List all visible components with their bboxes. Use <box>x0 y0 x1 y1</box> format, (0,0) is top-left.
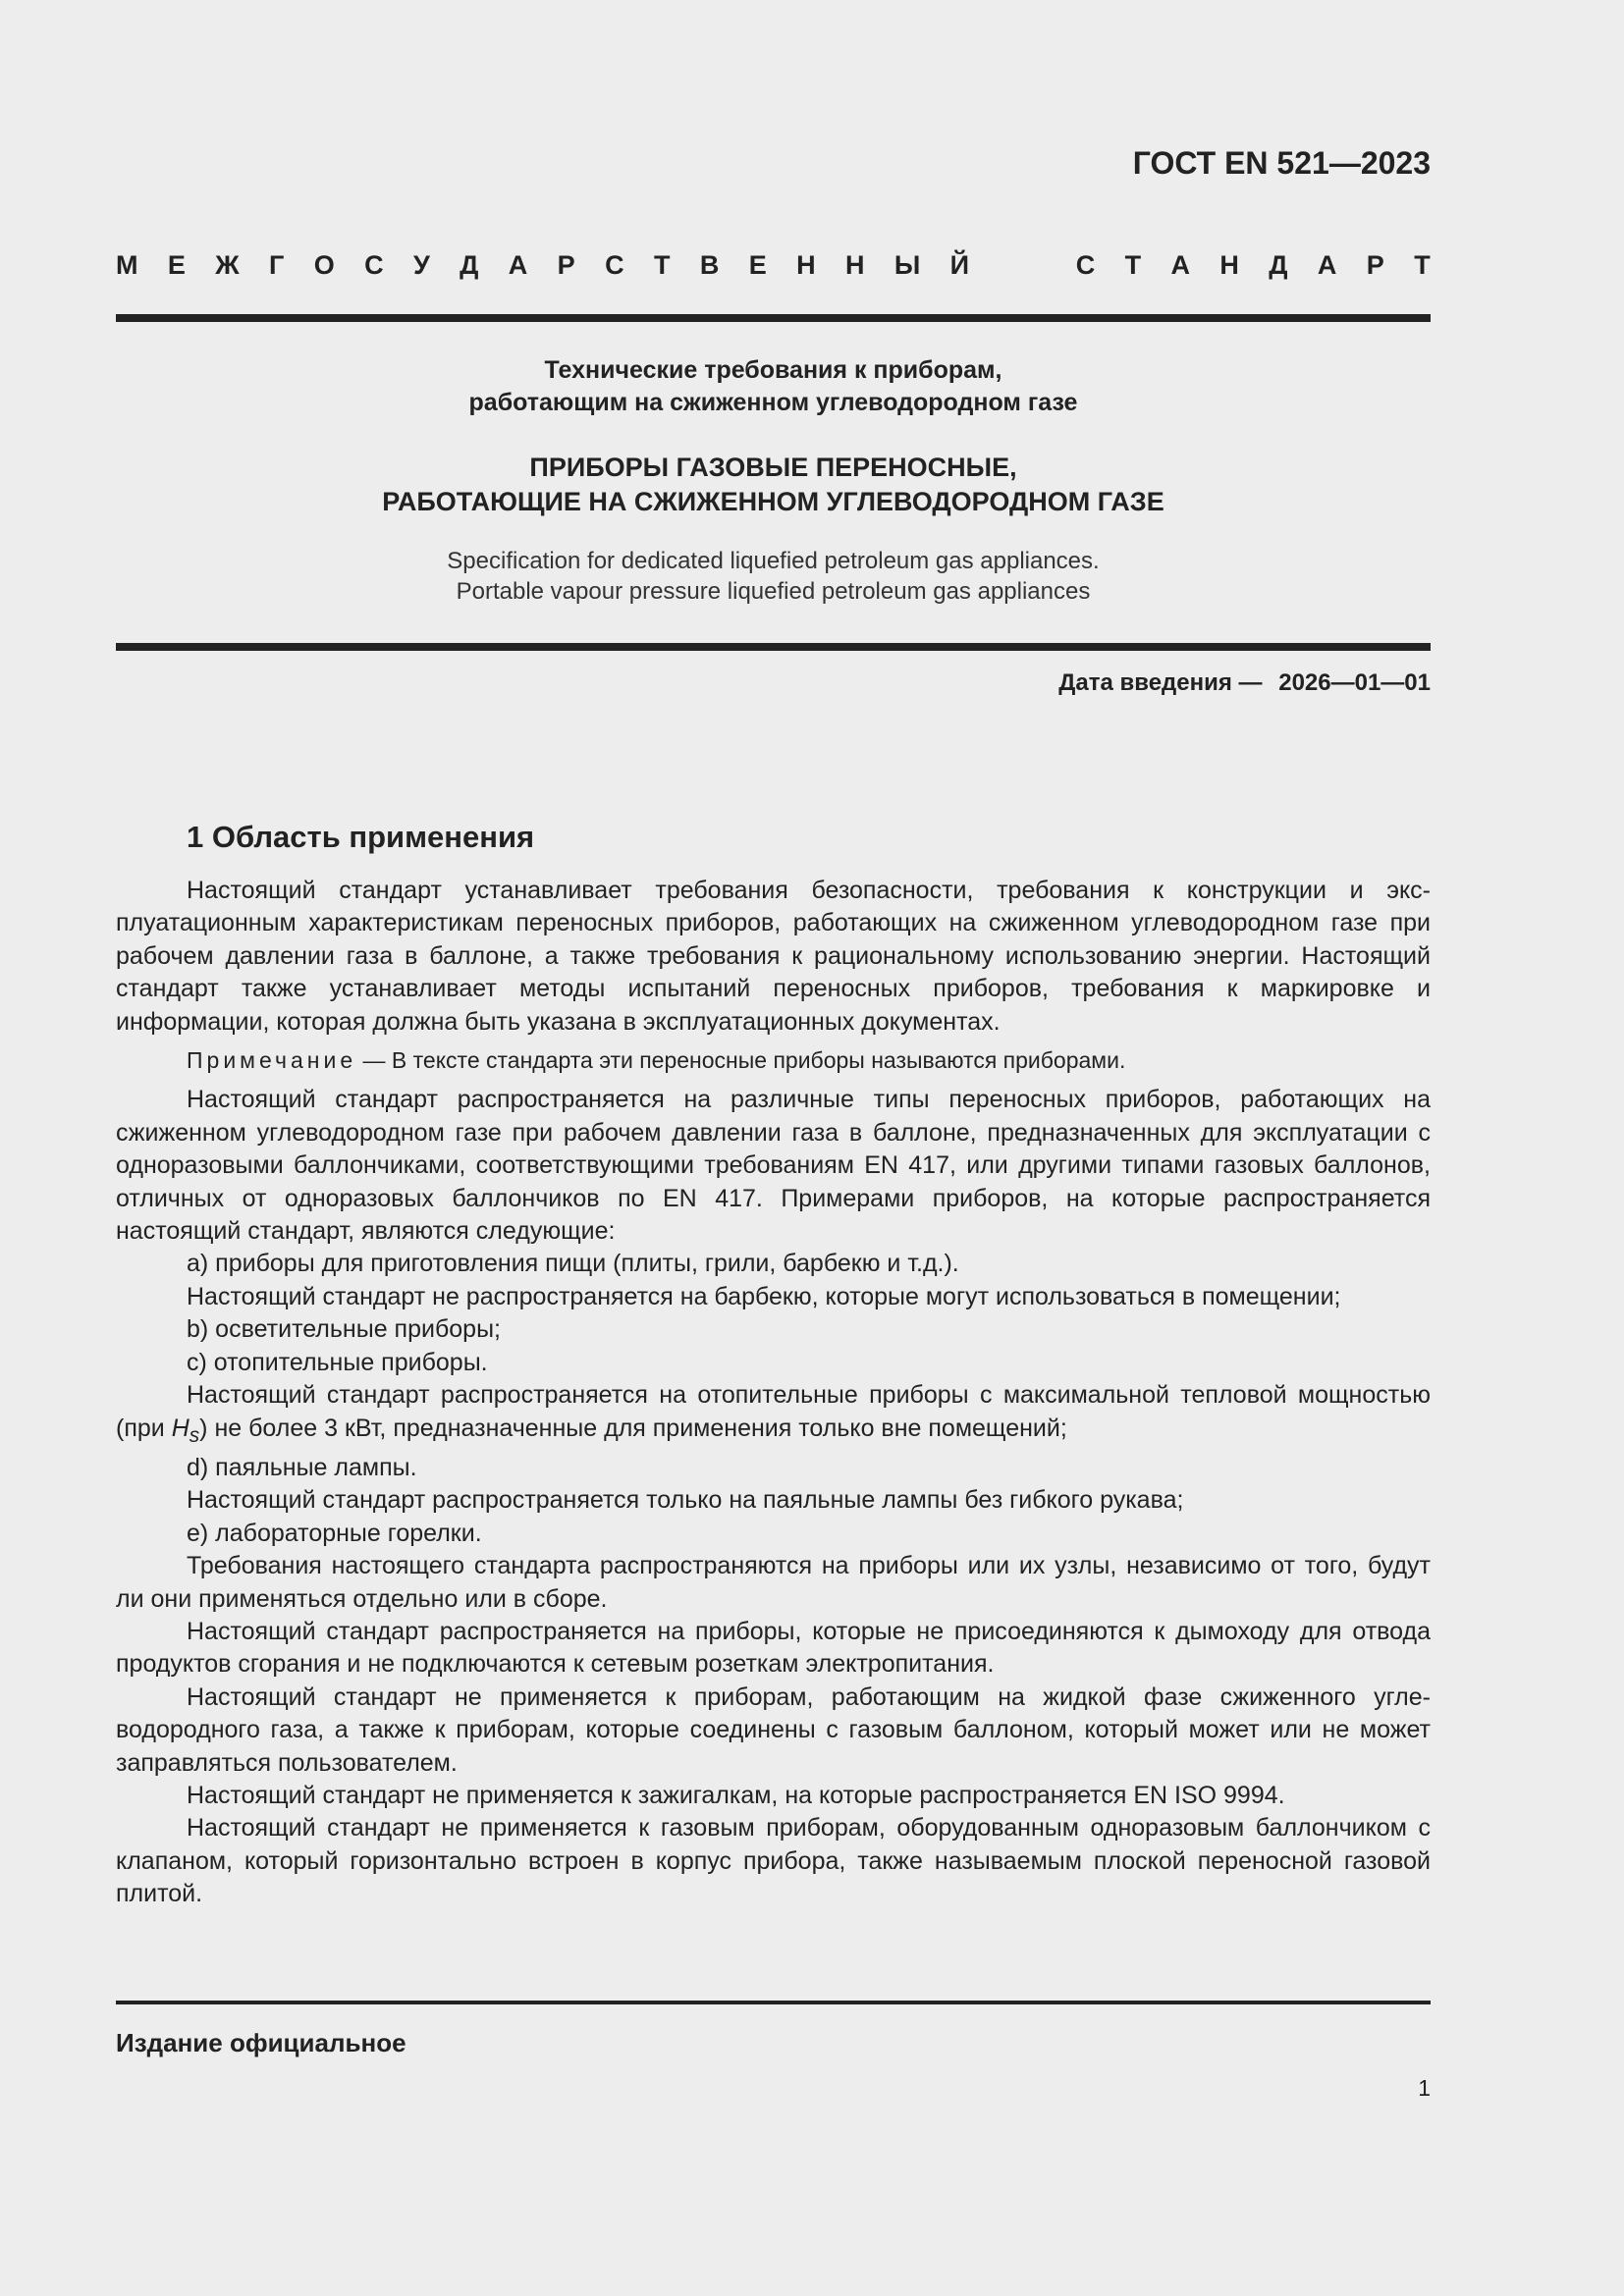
document-title <box>116 451 1431 519</box>
interstate-letter: Т <box>1414 250 1431 280</box>
interstate-letter: Т <box>1124 250 1142 280</box>
interstate-letter: Р <box>1366 250 1384 280</box>
subtitle-line: работающим на сжиженном углеводородном газе <box>468 389 1078 416</box>
interstate-letter: Ж <box>215 250 240 280</box>
intro-date-value: 2026—01—01 <box>1278 669 1431 696</box>
title-line: ПРИБОРЫ ГАЗОВЫЕ ПЕРЕНОСНЫЕ, <box>529 453 1017 482</box>
english-title <box>116 546 1431 607</box>
text-run: Настоящий стандарт распространяется на отопительные приборы с максимальной тепловой мощностью (при <box>116 1381 1431 1442</box>
interstate-letter: С <box>1075 250 1096 280</box>
official-edition: Издание официальное <box>116 2028 406 2057</box>
paragraph <box>116 1379 1431 1452</box>
note <box>116 1044 1431 1077</box>
introduction-date <box>1058 669 1431 697</box>
interstate-letter: Т <box>653 250 671 280</box>
title-line: РАБОТАЮЩИЕ НА СЖИЖЕННОМ УГЛЕВОДОРОДНОМ ГАЗЕ <box>382 487 1164 516</box>
interstate-letter: Й <box>949 250 970 280</box>
paragraph: Настоящий стандарт не применяется к приборам, работающим на жидкой фазе сжиженного углеводородного газа, а также к приборам, которые соединены с газовым баллоном, который может или не может заправляться пользователем. <box>116 1682 1431 1777</box>
english-title-line: Portable vapour pressure liquefied petroleum gas appliances <box>456 578 1091 605</box>
variable-subscript: s <box>189 1423 200 1447</box>
interstate-letter: Р <box>557 250 575 280</box>
intro-date-label: Дата введения — <box>1058 669 1263 696</box>
document-subtitle <box>116 354 1431 419</box>
interstate-letter: Д <box>1269 250 1288 280</box>
note-label: Примечание <box>187 1047 357 1074</box>
paragraph: Настоящий стандарт устанавливает требования безопасности, требования к конструкции и эксплуатационным характеристикам переносных приборов, работающих на сжиженном углеводородном газе при рабочем давлении газа в баллоне, а также требования к рациональному использованию энергии. Настоящий стандарт также устанавливает методы испытаний переносных приборов, требования к маркировке и информации, которая должна быть указана в эксплуатационных документах. <box>116 877 1431 1036</box>
page-number: 1 <box>1418 2075 1431 2101</box>
section-body <box>116 875 1431 1911</box>
interstate-letter: Ы <box>893 250 921 280</box>
title-rule <box>116 643 1431 651</box>
interstate-letter: М <box>116 250 138 280</box>
interstate-letter: С <box>364 250 384 280</box>
top-rule <box>116 314 1431 322</box>
interstate-letter: А <box>1170 250 1191 280</box>
list-item: a) приборы для приготовления пищи (плиты, грили, барбекю и т.д.). <box>187 1250 959 1278</box>
paragraph: Настоящий стандарт распространяется на различные типы переносных приборов, работающих на сжиженном углеводородном газе при рабочем давлении газа в баллоне, предназначенных для эксплуатации с одноразовыми баллончиками, соответствующими требованиям EN 417, или другими типами газовых баллонов, отличных от одноразовых баллончиков по EN 417. Примерами приборов, на которые распространяется настоящий стандарт, являются следующие: <box>116 1086 1431 1246</box>
subtitle-line: Технические требования к приборам, <box>544 356 1002 384</box>
paragraph: Настоящий стандарт не применяется к газовым приборам, оборудованным одноразовым баллончиком с клапаном, который горизонтально встроен в корпус прибора, также называемым плоской переносной газовой плитой. <box>116 1814 1431 1908</box>
section-heading: 1 Область применения <box>187 820 535 854</box>
variable-h: H <box>171 1414 189 1442</box>
interstate-letter: Е <box>167 250 186 280</box>
interstate-letter: О <box>313 250 335 280</box>
interstate-letter: Д <box>460 250 479 280</box>
interstate-letter: В <box>699 250 720 280</box>
list-item: b) осветительные приборы; <box>187 1315 501 1344</box>
note-text: — В тексте стандарта эти переносные приборы называются приборами. <box>356 1047 1126 1074</box>
english-title-line: Specification for dedicated liquefied petroleum gas appliances. <box>447 548 1100 574</box>
paragraph: Настоящий стандарт не распространяется на барбекю, которые могут использоваться в помещении; <box>187 1282 1341 1310</box>
paragraph: Требования настоящего стандарта распространяются на приборы или их узлы, независимо от того, будут ли они применяться отдельно или в сборе. <box>116 1552 1431 1613</box>
interstate-letter: Г <box>269 250 285 280</box>
list-item: d) паяльные лампы. <box>187 1453 417 1481</box>
footer-rule <box>116 2001 1431 2004</box>
interstate-letter: Н <box>844 250 865 280</box>
interstate-letter: А <box>1317 250 1337 280</box>
paragraph: Настоящий стандарт распространяется только на паяльные лампы без гибкого рукава; <box>187 1486 1184 1515</box>
interstate-letter: У <box>413 250 430 280</box>
paragraph: Настоящий стандарт не применяется к зажигалкам, на которые распространяется EN ISO 9994. <box>187 1781 1285 1809</box>
interstate-letter: С <box>605 250 624 280</box>
interstate-letter: А <box>508 250 528 280</box>
standard-code: ГОСТ EN 521—2023 <box>1132 145 1431 181</box>
text-run: ) не более 3 кВт, предназначенные для применения только вне помещений; <box>199 1414 1067 1442</box>
interstate-standard-heading <box>116 250 1431 281</box>
interstate-letter: Н <box>796 250 816 280</box>
word-gap <box>999 250 1046 281</box>
list-item: c) отопительные приборы. <box>187 1348 488 1376</box>
interstate-letter: Н <box>1219 250 1239 280</box>
interstate-letter: Е <box>748 250 767 280</box>
paragraph: Настоящий стандарт распространяется на приборы, которые не присоединяются к дымоходу для отвода продуктов сгорания и не подключаются к сетевым розеткам электропитания. <box>116 1617 1431 1679</box>
list-item: e) лабораторные горелки. <box>187 1519 482 1547</box>
